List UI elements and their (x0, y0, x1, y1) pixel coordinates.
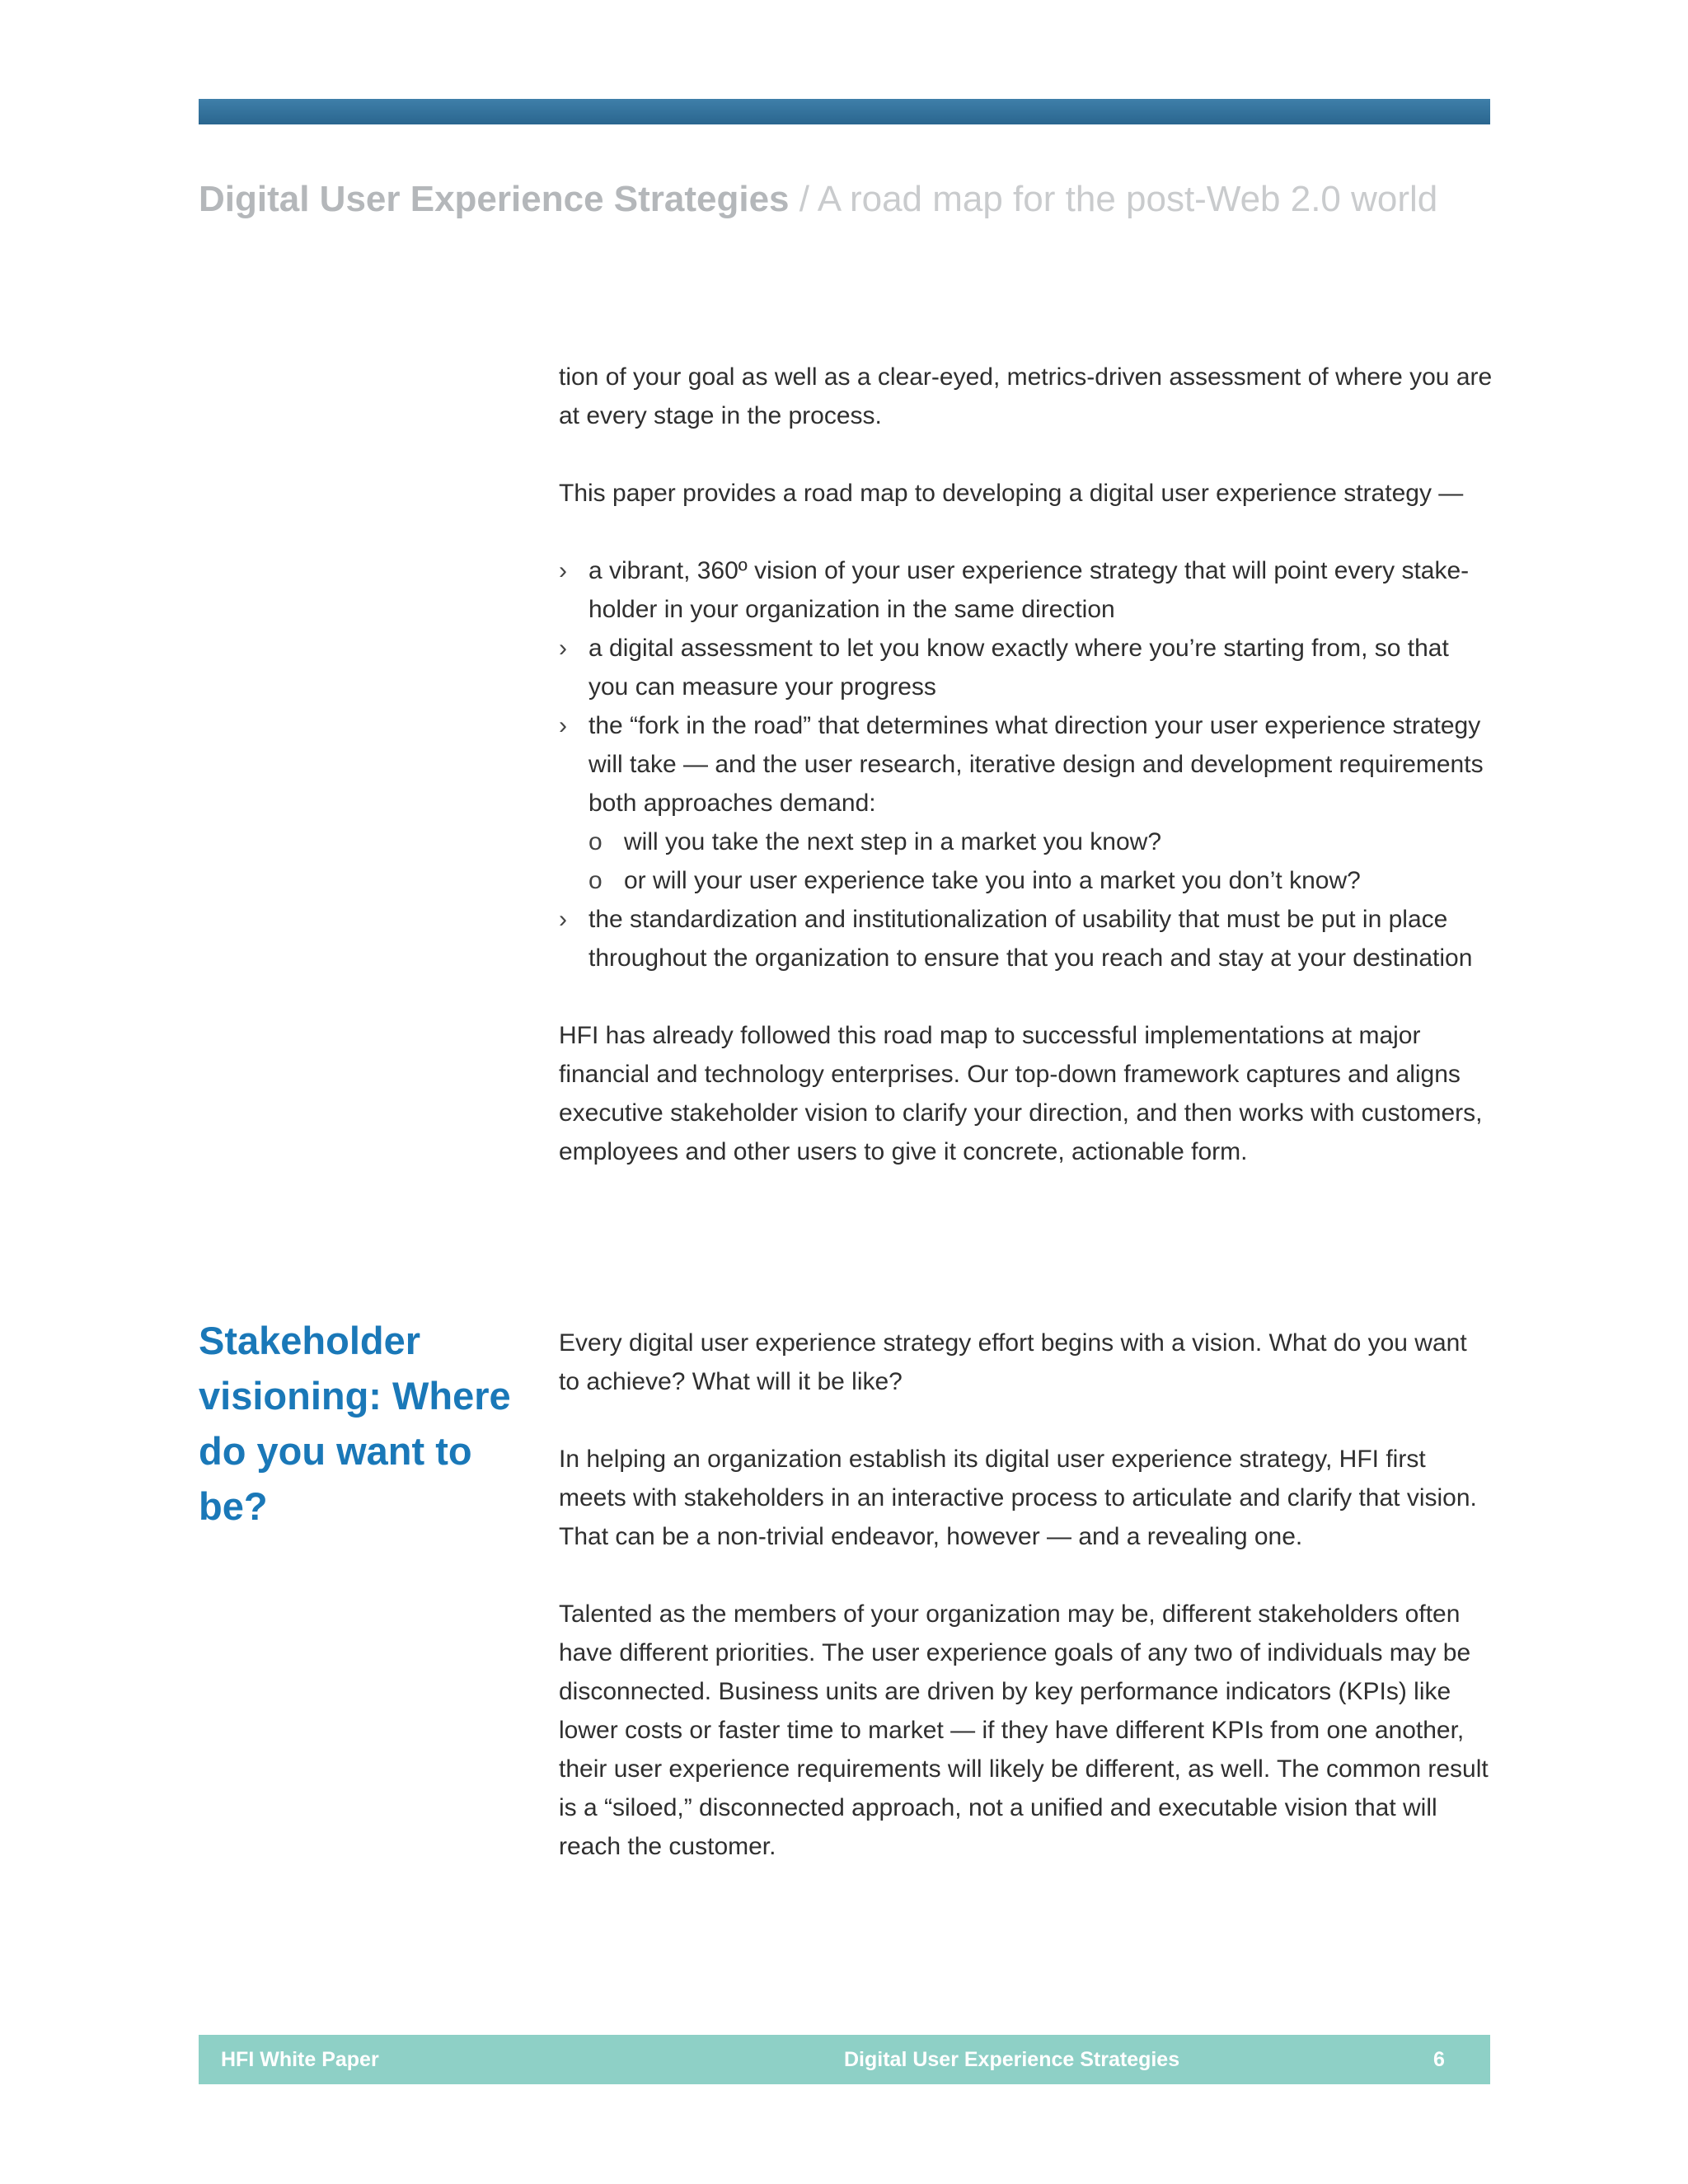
roadmap-bullet-list (559, 551, 1494, 977)
header-title: Digital User Experience Strategies (199, 179, 790, 219)
intro-paragraph-2: This paper provides a road map to developing a digital user experience strategy — (559, 480, 1464, 507)
sub-list-item-text: or will your user experience take you into a market you don’t know? (624, 867, 1361, 894)
list-item-text: a digital assessment to let you know exactly where you’re starting from, so that you can measure your progress (588, 635, 1449, 701)
circle-bullet-icon: o (588, 867, 603, 894)
list-item (559, 551, 1494, 629)
top-accent-bar (199, 99, 1490, 124)
chevron-right-icon: › (559, 712, 567, 739)
section-paragraph-3: Talented as the members of your organization may be, different stakeholders often have different priorities. The user experience goals of any two of individuals may be disconnected. Business units are driven by key performance indicators (KPIs) like lower costs or faster time to market — if they have different KPIs from one another, their user experience requirements will likely be different, as well. The common result is a “siloed,” disconnected approach, not a unified and executable vision that will reach the customer. (559, 1601, 1489, 1860)
fork-sub-list (588, 823, 1494, 900)
intro-column (559, 358, 1494, 1171)
chevron-right-icon: › (559, 635, 567, 662)
page-header (199, 175, 1517, 224)
list-item (559, 706, 1494, 900)
section-paragraph-1: Every digital user experience strategy effort begins with a vision. What do you want to achieve? What will it be like? (559, 1329, 1467, 1395)
list-item-text: a vibrant, 360º vision of your user experience strategy that will point every stakeholder in your organization in the same direction (588, 557, 1470, 623)
sub-list-item-text: will you take the next step in a market you know? (624, 828, 1162, 855)
intro-paragraph-3: HFI has already followed this road map to successful implementations at major financial and technology enterprises. Our top-down framework captures and aligns executive stakeholder vision to clarify your direction, and then works with customers, employees and other users to give it concrete, actionable form. (559, 1022, 1483, 1165)
header-separator: / (799, 179, 809, 219)
section-column (559, 1324, 1494, 1866)
footer-document-title: Digital User Experience Strategies (844, 2048, 1180, 2071)
list-item (559, 629, 1494, 706)
footer-publication: HFI White Paper (221, 2048, 379, 2071)
chevron-right-icon: › (559, 906, 567, 933)
section-paragraph-2: In helping an organization establish its digital user experience strategy, HFI first meets with stakeholders in an interactive process to articulate and clarify that vision. That can be a non-trivial endeavor, however — and a revealing one. (559, 1446, 1477, 1550)
header-subtitle: A road map for the post-Web 2.0 world (817, 179, 1438, 219)
list-item (559, 900, 1494, 977)
sub-list-item (588, 861, 1494, 900)
intro-paragraph-1: tion of your goal as well as a clear-eyed, metrics-driven assessment of where you are at every stage in the process. (559, 363, 1493, 429)
circle-bullet-icon: o (588, 828, 603, 855)
chevron-right-icon: › (559, 557, 567, 584)
list-item-text: the “fork in the road” that determines what direction your user experience strategy will take — and the user research, iterative design and development requirements both approaches demand: (588, 712, 1484, 817)
sub-list-item (588, 823, 1494, 861)
footer-bar (199, 2035, 1490, 2084)
page-number: 6 (1433, 2048, 1445, 2071)
list-item-text: the standardization and institutionalization of usability that must be put in place throughout the organization to ensure that you reach and stay at your destination (588, 906, 1473, 972)
section-heading: Stakeholder visioning: Where do you want to be? (199, 1319, 511, 1528)
